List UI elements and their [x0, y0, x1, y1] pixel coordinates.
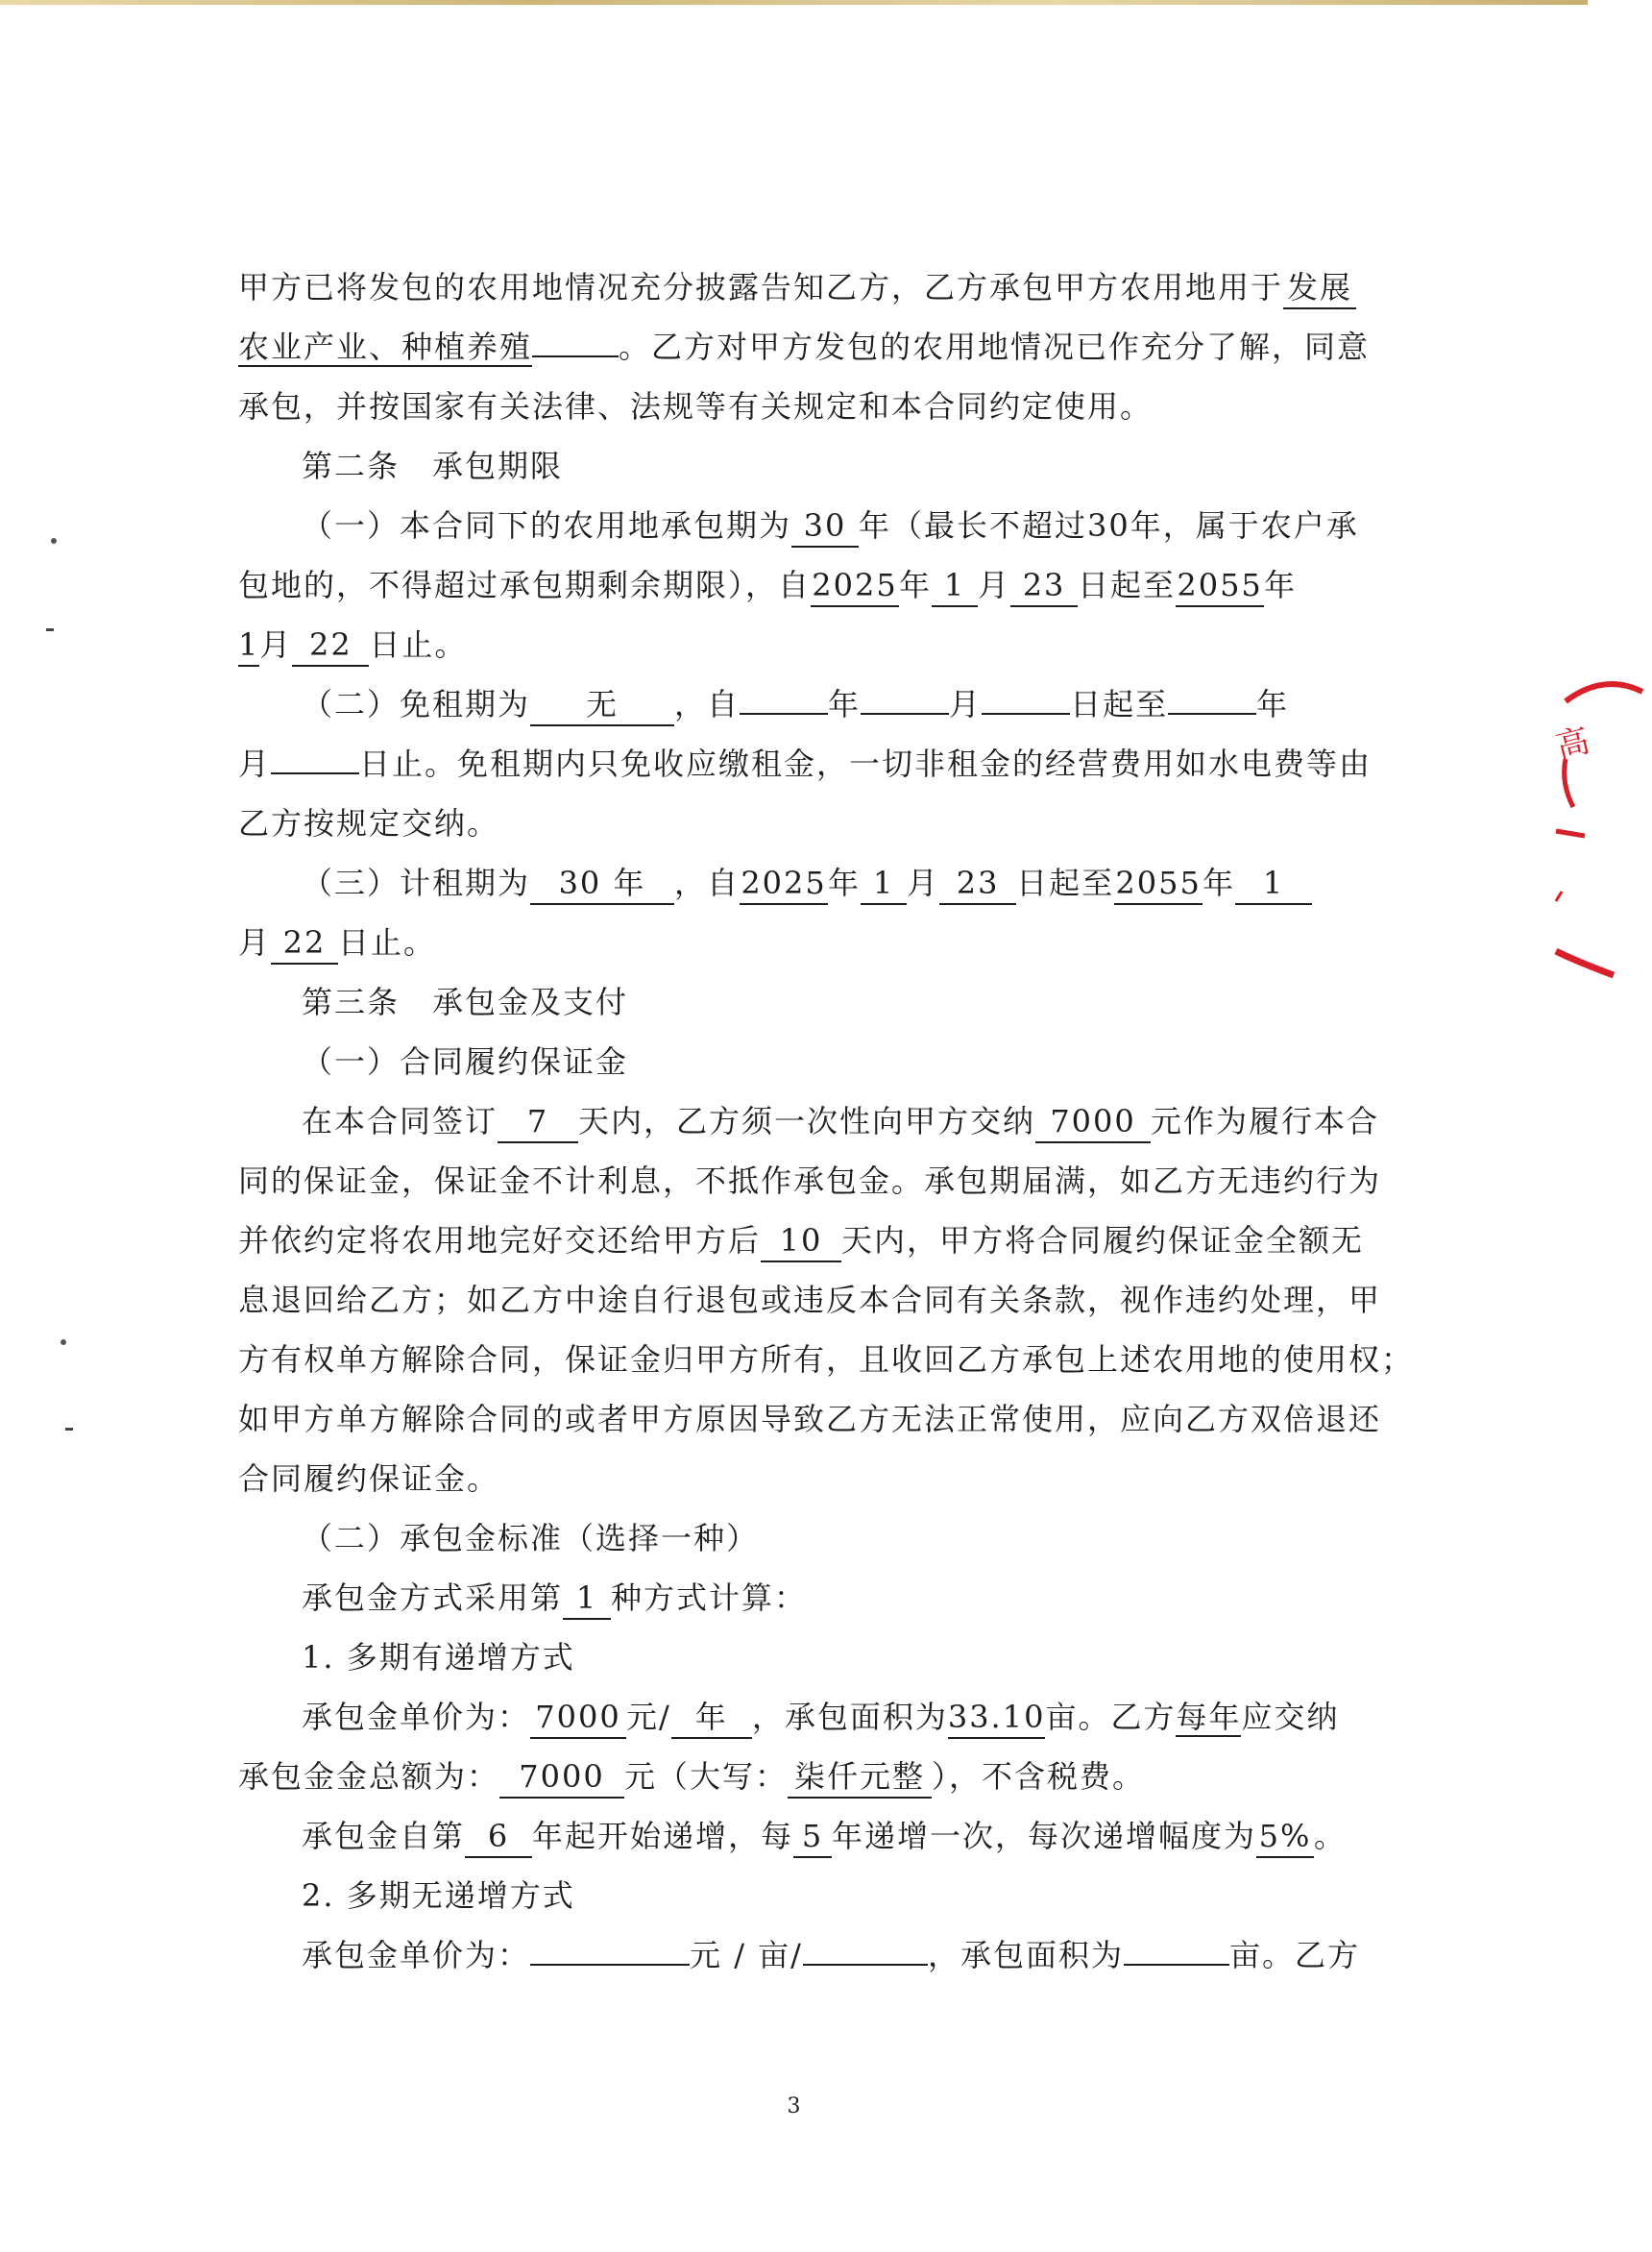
page-number: 3 [787, 2094, 801, 2118]
text-run: 承包金方式采用第 [302, 1579, 564, 1616]
text-run: 日起至 [1016, 865, 1115, 901]
text-run: 如甲方单方解除合同的或者甲方原因导致乙方无法正常使用，应向乙方双倍退还 [238, 1401, 1382, 1437]
text-run: 月 [949, 686, 983, 722]
text-run: ，承包面积为 [751, 1699, 948, 1735]
text-run: 年 [828, 865, 862, 901]
text-run: 种方式计算： [611, 1579, 808, 1616]
text-run: 2. 多期无递增方式 [302, 1877, 575, 1914]
text-run: 亩。乙方 [1045, 1699, 1177, 1735]
fill-in-blank: 2055 [1176, 565, 1264, 607]
text-run: 年 [1256, 686, 1290, 722]
fill-in-blank: 7000 [530, 1697, 626, 1739]
text-run: 承包金单价为： [302, 1699, 531, 1735]
fill-in-blank: 年 [671, 1697, 752, 1739]
text-run: ，承包面积为 [927, 1937, 1124, 1973]
text-run: 年 [899, 567, 933, 603]
text-run: 日止。免租期内只免收应缴租金，一切非租金的经营费用如水电费等由 [359, 746, 1373, 782]
text-run: 包地的，不得超过承包期剩余期限），自 [238, 567, 812, 603]
text-run: 。乙方对甲方发包的农用地情况已作充分了解，同意 [619, 329, 1371, 365]
fill-in-blank: 1 [563, 1578, 611, 1620]
text-run: 月 [238, 746, 272, 782]
underlined-text: 农业产业、种植养殖 [238, 329, 533, 365]
text-run: 乙方按规定交纳。 [238, 805, 500, 842]
fill-in-blank: 5% [1256, 1816, 1314, 1858]
text-run: 年 [828, 686, 862, 722]
fill-in-blank: 7 [498, 1101, 578, 1143]
fill-in-blank: 30 年 [530, 863, 674, 905]
text-run: 日起至 [1078, 567, 1177, 603]
fill-in-blank: 1 [238, 624, 259, 667]
fill-in-blank: 33.10 [948, 1697, 1046, 1739]
text-run: 年 [1264, 567, 1298, 603]
text-run: 承包金金总额为： [238, 1758, 500, 1795]
text-run: 月 [907, 865, 940, 901]
fill-in-blank: 发展 [1283, 267, 1356, 309]
text-run: 天内，乙方须一次性向甲方交纳 [578, 1103, 1036, 1139]
text-run: 年 [1203, 865, 1236, 901]
text-run: 元（大写： [624, 1758, 789, 1795]
text-run: 1. 多期有递增方式 [302, 1639, 575, 1676]
fill-in-blank: 2025 [740, 863, 828, 905]
text-run: 同的保证金，保证金不计利息，不抵作承包金。承包期届满，如乙方无违约行为 [238, 1163, 1382, 1199]
fill-in-blank: 柒仟元整 [788, 1756, 932, 1799]
fill-in-blank: 7000 [499, 1756, 624, 1799]
fill-in-blank: 2055 [1114, 863, 1203, 905]
text-run: ，自 [674, 865, 741, 901]
text-run: （二）免租期为 [302, 686, 531, 722]
fill-in-blank: 30 [791, 505, 859, 548]
text-run: 元作为履行本合 [1151, 1103, 1380, 1139]
text-run: ），不含税费。 [932, 1758, 1146, 1795]
text-run: （三）计租期为 [302, 865, 531, 901]
text-run: 日起至 [1070, 686, 1169, 722]
text-run: 第二条 承包期限 [302, 448, 564, 484]
text-run: 年（最长不超过30年，属于农户承 [859, 507, 1359, 544]
text-run: 承包金自第 [302, 1818, 466, 1854]
fill-in-blank: 7000 [1035, 1101, 1151, 1143]
text-run: 日止。 [338, 924, 437, 961]
text-run: 月 [259, 626, 293, 663]
fill-in-blank: 2025 [811, 565, 899, 607]
text-run: 亩。乙方 [1228, 1937, 1360, 1973]
text-run: 并依约定将农用地完好交还给甲方后 [238, 1222, 762, 1259]
text-run: （一）合同履约保证金 [302, 1043, 629, 1080]
fill-in-blank: 22 [292, 624, 369, 667]
text-run: 合同履约保证金。 [238, 1460, 500, 1497]
text-run: （二）承包金标准（选择一种） [302, 1520, 760, 1556]
text-run: 甲方已将发包的农用地情况充分披露告知乙方，乙方承包甲方农用地用于 [238, 269, 1284, 306]
text-run: 年起开始递增，每 [532, 1818, 794, 1854]
fill-in-blank: 1 [861, 863, 907, 905]
text-run: 天内，甲方将合同履约保证金全额无 [841, 1222, 1365, 1259]
fill-in-blank: 23 [939, 863, 1016, 905]
text-run: 元 / 亩/ [690, 1937, 803, 1973]
fill-in-blank: 22 [271, 922, 338, 965]
text-run: 承包，并按国家有关法律、法规等有关规定和本合同约定使用。 [238, 388, 1154, 425]
text-run: 。 [1314, 1818, 1348, 1854]
fill-in-blank: 23 [1010, 565, 1078, 607]
text-run: 在本合同签订 [302, 1103, 498, 1139]
fill-in-blank: 10 [761, 1220, 841, 1262]
text-run: ，自 [674, 686, 741, 722]
fill-in-blank: 无 [530, 684, 674, 726]
text-run: （一）本合同下的农用地承包期为 [302, 507, 792, 544]
fill-in-blank: 1 [1235, 863, 1312, 905]
text-run: 方有权单方解除合同，保证金归甲方所有，且收回乙方承包上述农用地的使用权； [238, 1341, 1415, 1378]
underlined-text: 每年 [1176, 1699, 1242, 1735]
fill-in-blank: 6 [465, 1816, 532, 1858]
text-run: 年递增一次，每次递增幅度为 [832, 1818, 1257, 1854]
fill-in-blank: 1 [932, 565, 978, 607]
text-run: 应交纳 [1241, 1699, 1340, 1735]
text-run: 月 [238, 924, 272, 961]
seal-character: 高 [1552, 721, 1593, 767]
text-run: 月 [978, 567, 1011, 603]
fill-in-blank: 5 [793, 1816, 832, 1858]
text-run: 元/ [626, 1699, 671, 1735]
text-run: 日止。 [369, 626, 468, 663]
text-run: 承包金单价为： [302, 1937, 531, 1973]
text-run: 息退回给乙方；如乙方中途自行退包或违反本合同有关条款，视作违约处理，甲 [238, 1282, 1382, 1318]
text-run: 第三条 承包金及支付 [302, 984, 629, 1020]
